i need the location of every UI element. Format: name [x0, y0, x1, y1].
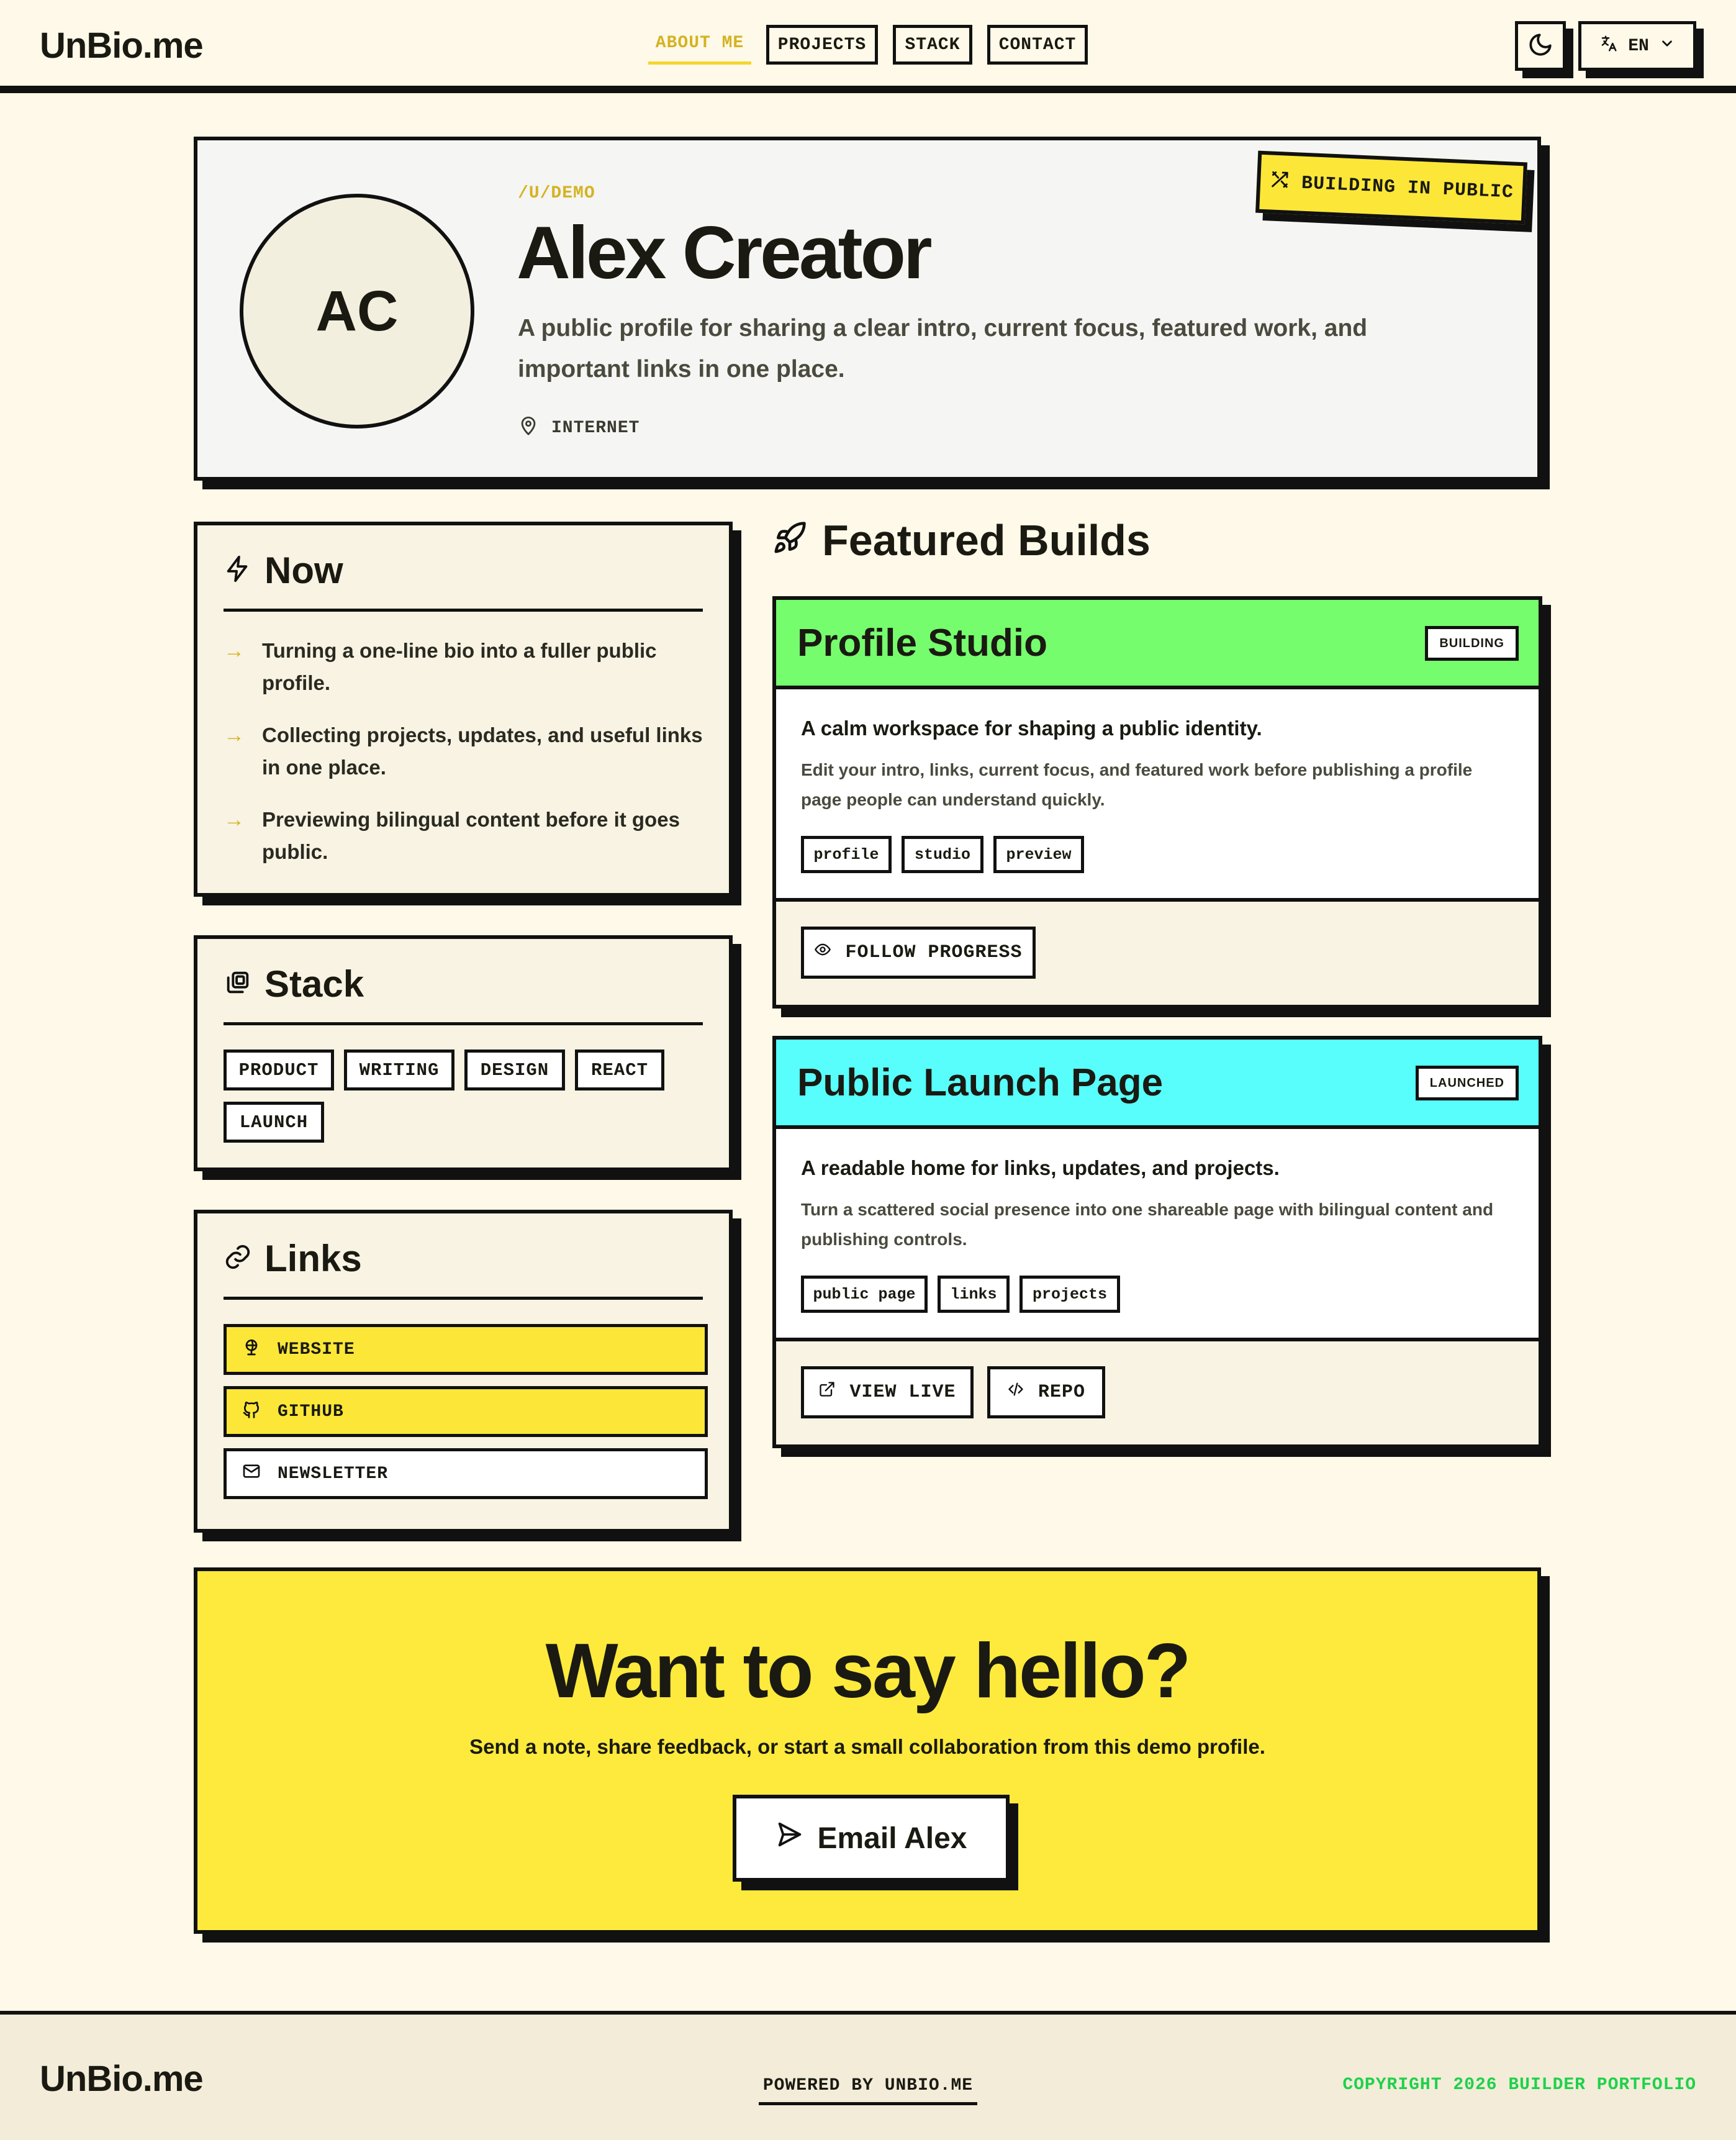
link-newsletter[interactable]: NEWSLETTER: [224, 1448, 708, 1499]
copyright-text: COPYRIGHT 2026 BUILDER PORTFOLIO: [1342, 2075, 1696, 2095]
featured-title: Featured Builds: [822, 516, 1151, 564]
profile-location: [518, 415, 640, 442]
building-in-public-badge: [1255, 151, 1527, 225]
project-description: Edit your intro, links, current focus, and featured work before publishing a profile page people can understand quickly.: [801, 760, 1473, 809]
location-label: INTERNET: [551, 419, 640, 438]
repo-button[interactable]: REPO: [987, 1366, 1105, 1418]
project-subtitle: A calm workspace for shaping a public identity.: [801, 717, 1262, 740]
links-card: [194, 1210, 733, 1533]
link-github[interactable]: GITHUB: [224, 1386, 708, 1437]
language-selector[interactable]: [1578, 21, 1696, 71]
stack-card: [194, 935, 733, 1171]
profile-name: Alex Creator: [517, 211, 930, 294]
project-header: [776, 1040, 1539, 1129]
top-navigation-bar: [0, 0, 1736, 93]
profile-bio: A public profile for sharing a clear intro, current focus, featured work, and important links in one place.: [518, 315, 1368, 383]
external-link-icon: [818, 1381, 836, 1404]
language-label: EN: [1628, 36, 1649, 56]
cta-title: Want to say hello?: [545, 1628, 1190, 1714]
project-tag: public page: [801, 1276, 928, 1313]
now-item: → Collecting projects, updates, and useful links in one place.: [224, 719, 708, 784]
arrow-right-icon: →: [224, 639, 245, 663]
featured-heading: [772, 515, 1151, 565]
footer-logo[interactable]: UnBio.me: [40, 2059, 203, 2099]
project-actions: [776, 1338, 1539, 1444]
follow-progress-button[interactable]: FOLLOW PROGRESS: [801, 927, 1036, 979]
project-actions: [776, 898, 1539, 1005]
now-heading: [224, 549, 343, 592]
view-live-button[interactable]: VIEW LIVE: [801, 1366, 974, 1418]
project-tag: links: [938, 1276, 1010, 1313]
nav-contact[interactable]: CONTACT: [987, 25, 1088, 65]
translate-icon: [1599, 34, 1618, 58]
avatar: AC: [240, 194, 474, 428]
now-title: Now: [264, 550, 343, 591]
now-item: → Previewing bilingual content before it goes public.: [224, 804, 708, 868]
lightning-icon: [224, 549, 252, 592]
project-tag: preview: [993, 836, 1084, 873]
project-tag: projects: [1019, 1276, 1120, 1313]
chevron-down-icon: [1659, 35, 1675, 57]
profile-handle: /U/DEMO: [518, 184, 595, 203]
site-logo[interactable]: UnBio.me: [40, 25, 203, 66]
layers-icon: [224, 963, 252, 1005]
nav-stack[interactable]: STACK: [893, 25, 972, 65]
status-badge: LAUNCHED: [1416, 1066, 1519, 1100]
project-title: Profile Studio: [797, 622, 1047, 664]
arrow-right-icon: →: [224, 723, 245, 747]
project-tag: profile: [801, 836, 892, 873]
eye-icon: [814, 941, 831, 964]
stack-divider: [224, 1022, 703, 1025]
project-description: Turn a scattered social presence into one shareable page with bilingual content and publishing controls.: [801, 1200, 1494, 1249]
link-website[interactable]: WEBSITE: [224, 1324, 708, 1375]
contact-cta-card: [194, 1567, 1541, 1934]
links-heading: [224, 1237, 362, 1280]
send-icon: [775, 1820, 803, 1856]
nav-projects[interactable]: PROJECTS: [766, 25, 878, 65]
site-footer: [0, 2011, 1736, 2140]
code-icon: [1007, 1381, 1024, 1404]
tools-icon: [1268, 168, 1291, 196]
stack-tag: REACT: [575, 1050, 664, 1090]
arrow-right-icon: →: [224, 808, 245, 832]
mail-icon: [242, 1461, 261, 1487]
project-card-profile-studio: [772, 596, 1542, 1009]
now-card: [194, 522, 733, 897]
stack-tag: PRODUCT: [224, 1050, 334, 1090]
powered-by-link[interactable]: POWERED BY UNBIO.ME: [759, 2069, 977, 2105]
status-badge: BUILDING: [1425, 626, 1519, 661]
stack-tag: LAUNCH: [224, 1102, 324, 1143]
moon-icon: [1527, 32, 1553, 61]
rocket-icon: [772, 515, 807, 565]
stack-tag: DESIGN: [464, 1050, 565, 1090]
email-button[interactable]: [733, 1795, 1010, 1882]
badge-label: BUILDING IN PUBLIC: [1301, 173, 1514, 204]
links-divider: [224, 1297, 703, 1300]
nav-about-me[interactable]: ABOUT ME: [648, 25, 751, 65]
now-item: → Turning a one-line bio into a fuller public profile.: [224, 635, 708, 699]
stack-tag: WRITING: [344, 1050, 454, 1090]
now-divider: [224, 609, 703, 612]
theme-toggle-button[interactable]: [1515, 21, 1566, 71]
globe-icon: [242, 1337, 261, 1362]
project-header: [776, 600, 1539, 689]
map-pin-icon: [518, 415, 539, 442]
profile-hero-card: [194, 137, 1541, 481]
email-button-label: Email Alex: [817, 1821, 967, 1855]
project-subtitle: A readable home for links, updates, and projects.: [801, 1156, 1280, 1179]
github-icon: [242, 1399, 261, 1425]
project-card-public-launch-page: [772, 1036, 1542, 1448]
stack-title: Stack: [264, 963, 364, 1005]
link-icon: [224, 1237, 252, 1280]
stack-heading: [224, 963, 364, 1005]
cta-text: Send a note, share feedback, or start a small collaboration from this demo profile.: [469, 1735, 1265, 1758]
project-title: Public Launch Page: [797, 1061, 1164, 1104]
project-tag: studio: [902, 836, 983, 873]
links-title: Links: [264, 1238, 362, 1279]
